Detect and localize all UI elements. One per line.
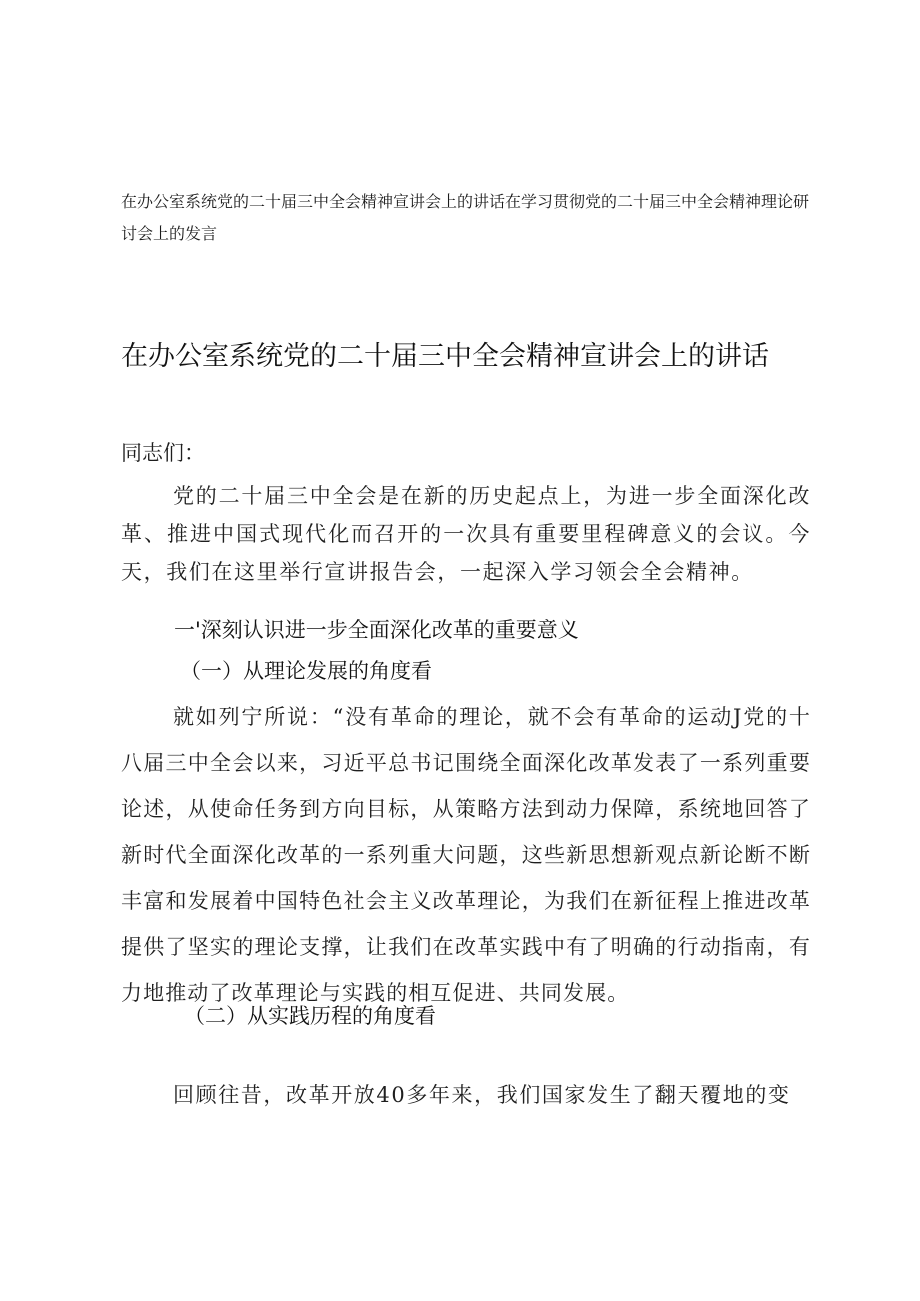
paragraph-intro: 党的二十届三中全会是在新的历史起点上，为进一步全面深化改革、推进中国式现代化而召开的一次具有重要里程碑意义的会议。今天，我们在这里举行宣讲报告会，一起深入学习领会全会精神。	[121, 484, 811, 584]
subsection-heading-1: （一）从理论发展的角度看	[180, 659, 432, 683]
salutation: 同志们：	[121, 441, 205, 465]
section-heading-1: 一'深刻认识进一步全面深化改革的重要意义	[174, 618, 579, 642]
paragraph-practice: 回顾往昔，改革开放40多年来，我们国家发生了翻天覆地的变	[173, 1083, 791, 1107]
paragraph-theory: 就如列宁所说：“没有革命的理论，就不会有革命的运动J党的十八届三中全会以来，习近平总书记围绕全面深化改革发表了一系列重要论述，从使命任务到方向目标，从策略方法到动力保障，系统地回答了新时代全面深化改革的一系列重大问题，这些新思想新观点新论断不断丰富和发展着中国特色社会主义改革理论，为我们在新征程上推进改革提供了坚实的理论支撑，让我们在改革实践中有了明确的行动指南，有力地推动了改革理论与实践的相互促进、共同发展。	[121, 705, 811, 1005]
speech-title: 在办公室系统党的二十届三中全会精神宣讲会上的讲话	[121, 341, 769, 372]
subsection-heading-2: （二）从实践历程的角度看	[184, 1004, 436, 1028]
document-header: 在办公室系统党的二十届三中全会精神宣讲会上的讲话在学习贯彻党的二十届三中全会精神理论研讨会上的发言	[121, 192, 810, 243]
